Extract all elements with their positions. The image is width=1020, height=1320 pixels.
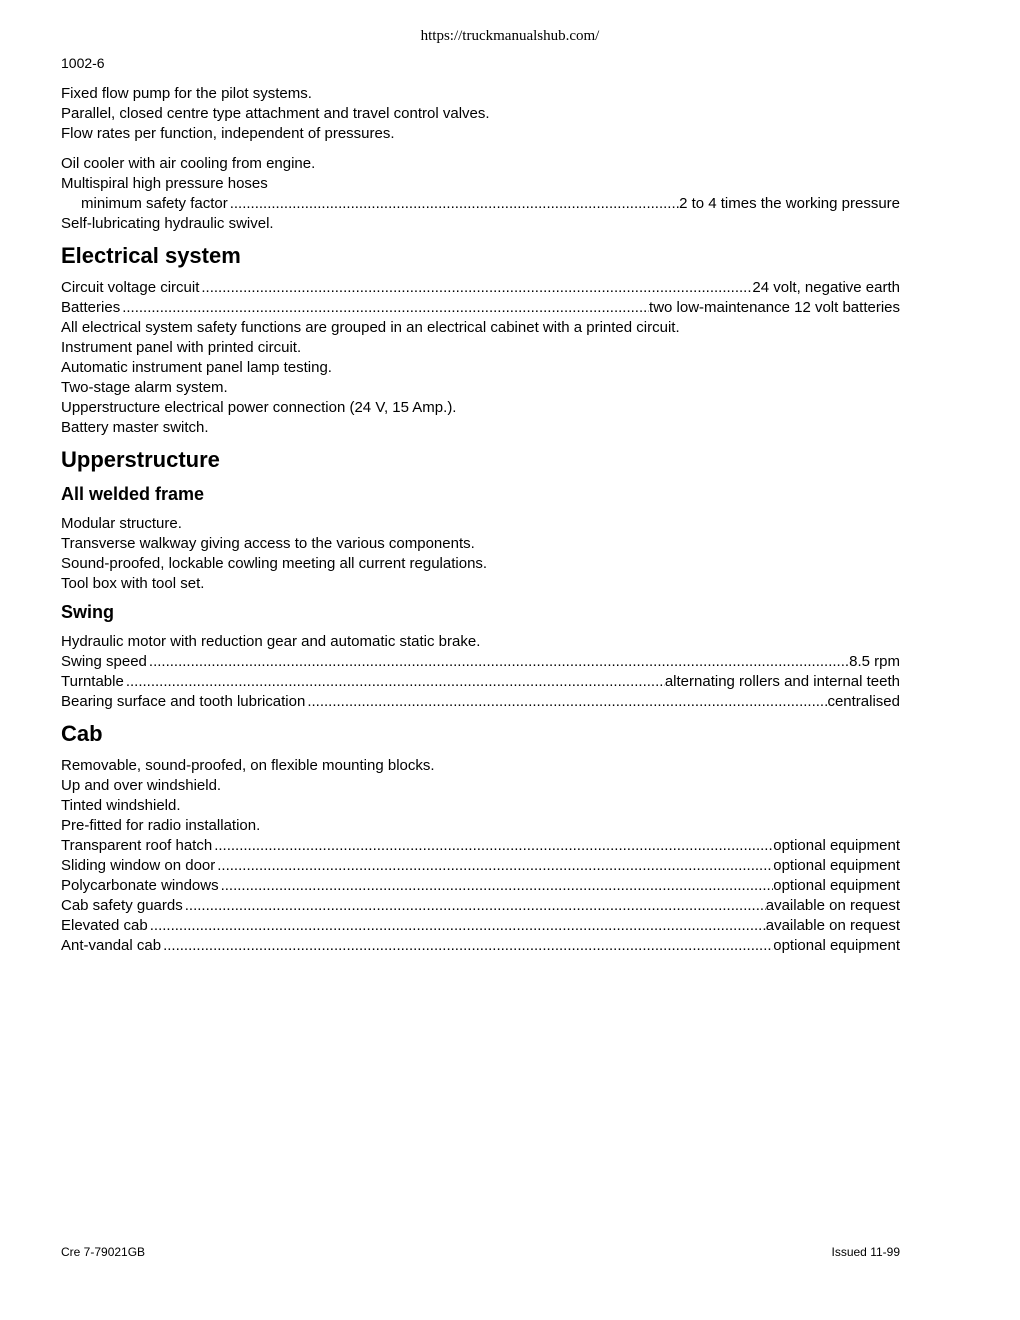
text-line: Up and over windshield. <box>61 777 222 794</box>
dot-leader <box>124 672 665 692</box>
spec-label: Polycarbonate windows <box>61 877 219 894</box>
text-line: Hydraulic motor with reduction gear and automatic static brake. <box>61 633 481 650</box>
page-content <box>61 84 900 956</box>
dot-leader <box>148 916 766 936</box>
spec-label: Swing speed <box>61 653 147 670</box>
spec-value: optional equipment <box>773 877 900 894</box>
dot-leader <box>215 856 773 876</box>
spec-row <box>61 692 900 712</box>
spec-value: 8.5 rpm <box>849 653 900 670</box>
spec-row <box>61 856 900 876</box>
spec-value: optional equipment <box>773 837 900 854</box>
spec-label: Circuit voltage circuit <box>61 279 200 296</box>
dot-leader <box>161 936 773 956</box>
spec-label: Bearing surface and tooth lubrication <box>61 693 306 710</box>
text-line: Automatic instrument panel lamp testing. <box>61 359 332 376</box>
section-title-electrical: Electrical system <box>61 243 241 268</box>
text-line: Tinted windshield. <box>61 797 181 814</box>
text-line: Parallel, closed centre type attachment and travel control valves. <box>61 105 490 122</box>
dot-leader <box>147 652 849 672</box>
text-line: Fixed flow pump for the pilot systems. <box>61 85 312 102</box>
spec-row <box>61 672 900 692</box>
section-title-upperstructure: Upperstructure <box>61 447 220 472</box>
spec-row <box>61 278 900 298</box>
spec-row <box>61 298 900 318</box>
text-line: Upperstructure electrical power connection (24 V, 15 Amp.). <box>61 399 457 416</box>
spec-label: minimum safety factor <box>81 195 228 212</box>
dot-leader <box>305 692 827 712</box>
text-line: Multispiral high pressure hoses <box>61 175 268 192</box>
footer-document-code: Cre 7-79021GB <box>61 1245 146 1259</box>
spec-row <box>61 916 900 936</box>
spec-value: alternating rollers and internal teeth <box>664 673 900 690</box>
spec-label: Transparent roof hatch <box>61 837 213 854</box>
spec-label: Batteries <box>61 299 121 316</box>
dot-leader <box>219 876 774 896</box>
spec-value: available on request <box>765 897 900 914</box>
text-line: Battery master switch. <box>61 419 209 436</box>
text-line: Oil cooler with air cooling from engine. <box>61 155 316 172</box>
spec-row <box>61 652 900 672</box>
text-line: Flow rates per function, independent of pressures. <box>61 125 395 142</box>
text-line: Self-lubricating hydraulic swivel. <box>61 215 274 232</box>
spec-label: Elevated cab <box>61 917 148 934</box>
dot-leader <box>120 298 649 318</box>
spec-row <box>61 936 900 956</box>
spec-value: optional equipment <box>773 857 900 874</box>
footer-issue-date: Issued 11-99 <box>831 1245 900 1259</box>
spec-row <box>61 836 900 856</box>
dot-leader <box>183 896 766 916</box>
dot-leader <box>199 278 752 298</box>
section-title-cab: Cab <box>61 721 103 746</box>
page-number: 1002-6 <box>61 55 105 71</box>
spec-row <box>61 876 900 896</box>
spec-value: optional equipment <box>773 937 900 954</box>
dot-leader <box>228 194 679 214</box>
text-line: All electrical system safety functions are grouped in an electrical cabinet with a printed circuit. <box>61 319 680 336</box>
text-line: Tool box with tool set. <box>61 575 205 592</box>
spec-value: available on request <box>765 917 900 934</box>
text-line: Instrument panel with printed circuit. <box>61 339 302 356</box>
text-line: Sound-proofed, lockable cowling meeting all current regulations. <box>61 555 488 572</box>
text-line: Transverse walkway giving access to the various components. <box>61 535 475 552</box>
spec-label: Turntable <box>61 673 124 690</box>
spec-value: 24 volt, negative earth <box>752 279 900 296</box>
spec-value: centralised <box>827 693 900 710</box>
spec-row <box>61 194 900 214</box>
spec-label: Ant-vandal cab <box>61 937 162 954</box>
spec-value: two low-maintenance 12 volt batteries <box>649 299 900 316</box>
spec-label: Cab safety guards <box>61 897 183 914</box>
dot-leader <box>212 836 773 856</box>
spec-row <box>61 896 900 916</box>
text-line: Pre-fitted for radio installation. <box>61 817 261 834</box>
text-line: Modular structure. <box>61 515 182 532</box>
subsection-title-frame: All welded frame <box>61 484 205 504</box>
text-line: Removable, sound-proofed, on flexible mounting blocks. <box>61 757 435 774</box>
subsection-title-swing: Swing <box>61 602 114 622</box>
text-line: Two-stage alarm system. <box>61 379 228 396</box>
spec-label: Sliding window on door <box>61 857 216 874</box>
source-url[interactable]: https://truckmanualshub.com/ <box>420 28 600 44</box>
spec-value: 2 to 4 times the working pressure <box>679 195 900 212</box>
